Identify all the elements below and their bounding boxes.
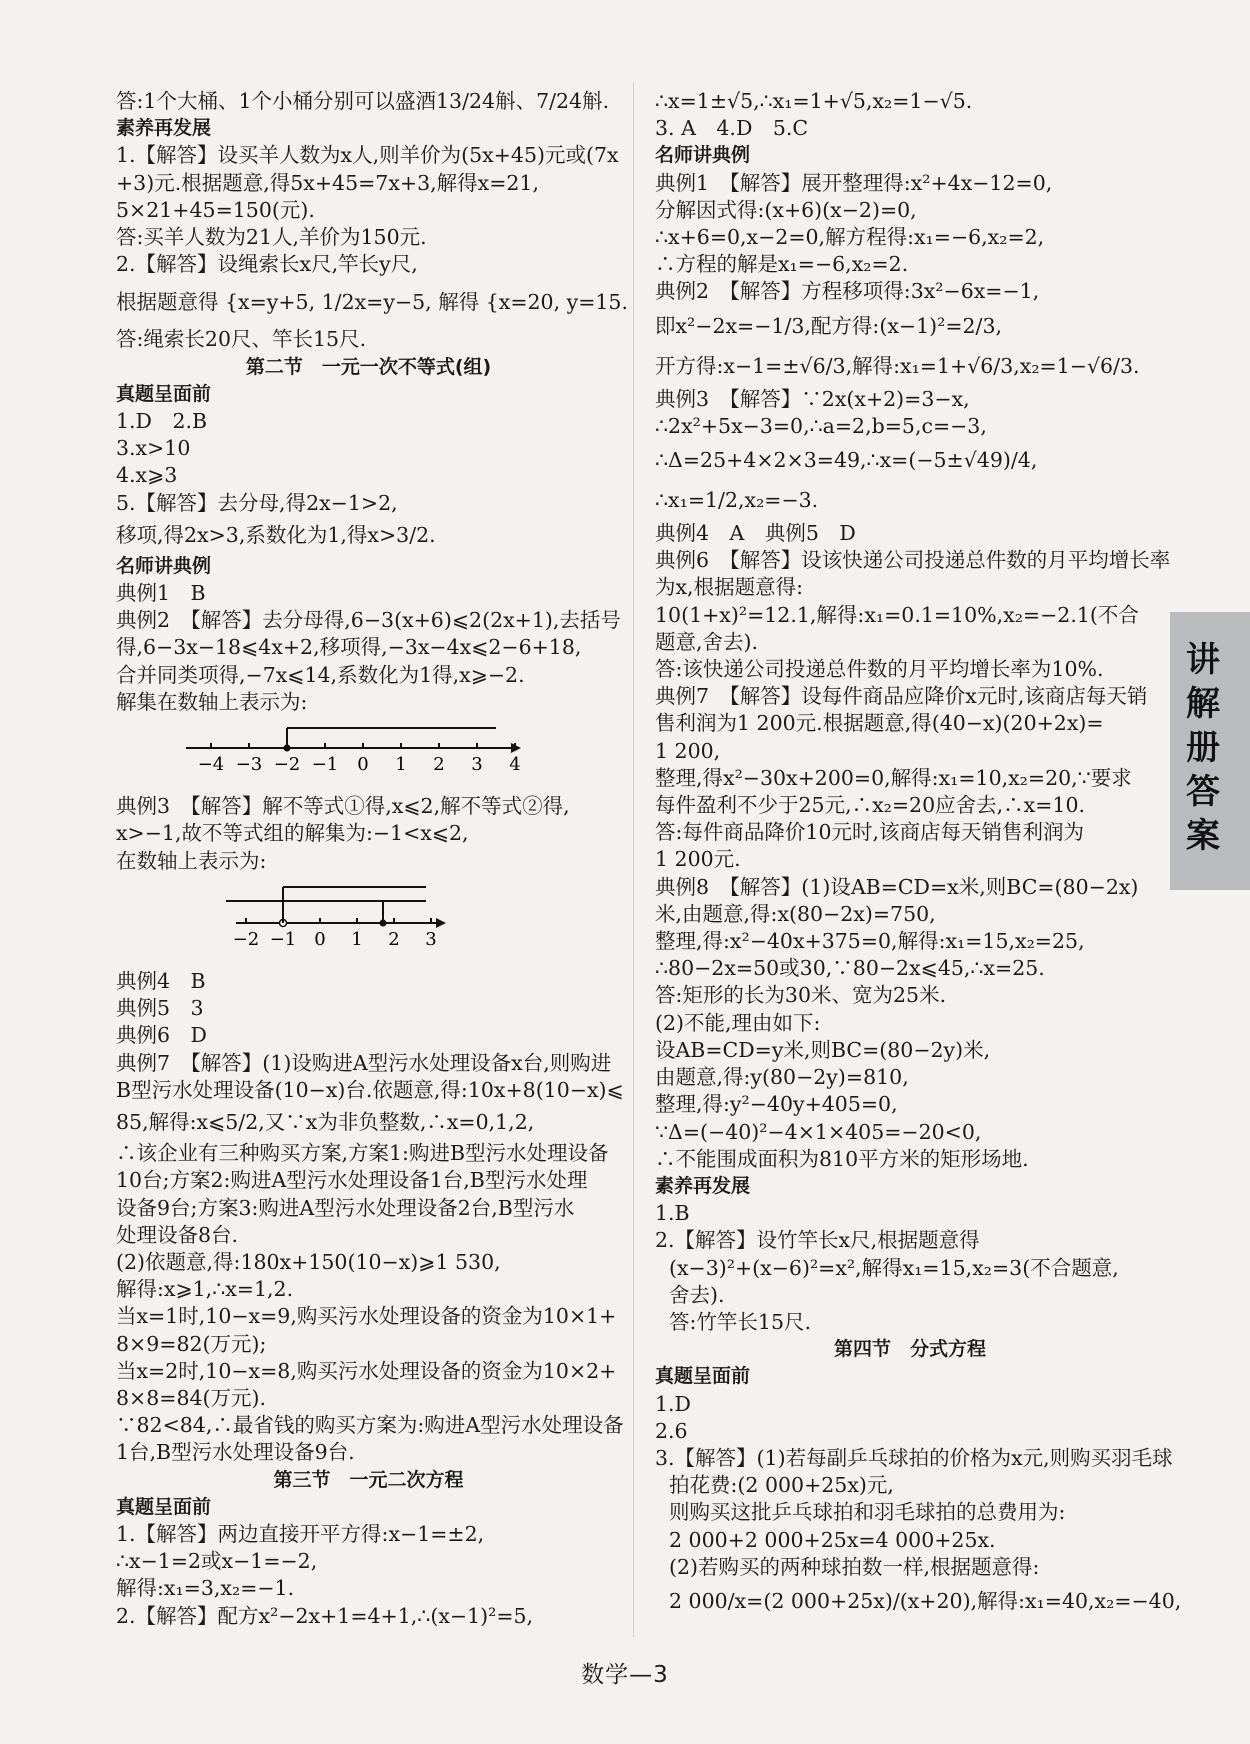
- column-divider: [633, 82, 634, 1637]
- line: 当x=2时,10−x=8,购买污水处理设备的资金为10×2+: [116, 1358, 617, 1383]
- heading-mingshi: 名师讲典例: [655, 144, 751, 167]
- line: 2 000/x=(2 000+25x)/(x+20),解得:x₁=40,x₂=−40,: [669, 1588, 1182, 1613]
- line: 答:该快递公司投递总件数的月平均增长率为10%.: [655, 657, 1104, 682]
- tick-label: −3: [235, 754, 263, 776]
- line: 开方得:x−1=±√6/3,解得:x₁=1+√6/3,x₂=1−√6/3.: [655, 353, 1140, 378]
- line: 设备9台;方案3:购进A型污水处理设备2台,B型污水: [116, 1195, 575, 1220]
- line: 1.D: [655, 1391, 691, 1416]
- line: 典例4 B: [116, 969, 206, 994]
- tick-label: 0: [314, 928, 326, 950]
- line: 3. A 4.D 5.C: [655, 116, 809, 141]
- line: 1.B: [655, 1201, 690, 1226]
- line: 答:矩形的长为30米、宽为25米.: [655, 983, 947, 1008]
- line: 即x²−2x=−1/3,配方得:(x−1)²=2/3,: [655, 313, 1003, 338]
- line: 2.6: [655, 1418, 688, 1443]
- equation-system: 根据题意得 {x=y+5, 1/2x=y−5, 解得 {x=20, y=15.: [116, 290, 628, 315]
- line: 1台,B型污水处理设备9台.: [116, 1440, 355, 1465]
- line: 2 000+2 000+25x=4 000+25x.: [669, 1527, 996, 1552]
- line: 拍花费:(2 000+25x)元,: [669, 1473, 894, 1498]
- line: 典例6 【解答】设该快递公司投递总件数的月平均增长率: [655, 548, 1171, 573]
- line: 典例8 【解答】(1)设AB=CD=x米,则BC=(80−2x): [655, 874, 1139, 899]
- heading-suyang: 素养再发展: [655, 1174, 751, 1197]
- tick-label: 0: [357, 754, 369, 776]
- line: 答:每件商品降价10元时,该商店每天销售利润为: [655, 820, 1085, 845]
- line: 5.【解答】去分母,得2x−1>2,: [116, 490, 398, 515]
- line: 为x,根据题意得:: [655, 575, 803, 600]
- line: 1.【解答】两边直接开平方得:x−1=±2,: [116, 1521, 485, 1546]
- line: 10(1+x)²=12.1,解得:x₁=0.1=10%,x₂=−2.1(不合: [655, 602, 1139, 627]
- line: 则购买这批乒乓球拍和羽毛球拍的总费用为:: [669, 1500, 1066, 1525]
- line: 设AB=CD=y米,则BC=(80−2y)米,: [655, 1037, 991, 1062]
- line: 当x=1时,10−x=9,购买污水处理设备的资金为10×1+: [116, 1304, 617, 1329]
- tick-label: 3: [425, 928, 437, 950]
- line: 得,6−3x−18⩽4x+2,移项得,−3x−4x⩽2−6+18,: [116, 635, 582, 660]
- line: 由题意,得:y(80−2y)=810,: [655, 1065, 909, 1090]
- heading-zhenti: 真题呈面前: [655, 1365, 751, 1388]
- line: ∵82<84,∴最省钱的购买方案为:购进A型污水处理设备: [116, 1413, 624, 1438]
- tick-label: 4: [509, 754, 521, 776]
- line: 答:1个大桶、1个小桶分别可以盛酒13/24斛、7/24斛.: [116, 89, 610, 113]
- line: 典例3 【解答】∵2x(x+2)=3−x,: [655, 386, 970, 411]
- line: (x−3)²+(x−6)²=x²,解得x₁=15,x₂=3(不合题意,: [669, 1255, 1119, 1280]
- line: 5×21+45=150(元).: [116, 197, 315, 222]
- heading-mingshi: 名师讲典例: [116, 554, 212, 577]
- line: 10台;方案2:购进A型污水处理设备1台,B型污水处理: [116, 1168, 588, 1193]
- line: 题意,舍去).: [655, 629, 759, 654]
- line: 解得:x⩾1,∴x=1,2.: [116, 1277, 294, 1302]
- line: 1.【解答】设买羊人数为x人,则羊价为(5x+45)元或(7x: [116, 143, 619, 168]
- line: 典例7 【解答】设每件商品应降价x元时,该商店每天销: [655, 684, 1148, 709]
- tab-char: 讲: [1186, 640, 1220, 680]
- line: 2.【解答】配方x²−2x+1=4+1,∴(x−1)²=5,: [116, 1603, 534, 1628]
- line: (2)不能,理由如下:: [655, 1010, 821, 1035]
- line: ∴方程的解是x₁=−6,x₂=2.: [655, 252, 909, 277]
- left-column: [116, 88, 628, 1630]
- line: ∵Δ=(−40)²−4×1×405=−20<0,: [655, 1119, 982, 1144]
- line: 4.x⩾3: [116, 463, 178, 488]
- section-title: 第二节 一元一次不等式(组): [245, 355, 492, 378]
- line: 典例1 【解答】展开整理得:x²+4x−12=0,: [655, 170, 1053, 195]
- line: 3.【解答】(1)若每副乒乓球拍的价格为x元,则购买羽毛球: [655, 1445, 1173, 1470]
- line: 分解因式得:(x+6)(x−2)=0,: [655, 197, 917, 222]
- tab-char: 册: [1186, 728, 1220, 768]
- line: 移项,得2x>3,系数化为1,得x>3/2.: [116, 522, 436, 547]
- tick-label: 1: [395, 754, 407, 776]
- line: ∴x₁=1/2,x₂=−3.: [655, 488, 819, 513]
- tick-label: −1: [311, 754, 339, 776]
- line: ∴x+6=0,x−2=0,解方程得:x₁=−6,x₂=2,: [655, 225, 1045, 250]
- right-column: [655, 88, 1182, 1621]
- tab-char: 案: [1186, 816, 1220, 856]
- line: 典例2 【解答】去分母得,6−3(x+6)⩽2(2x+1),去括号: [116, 608, 621, 633]
- line: ∴不能围成面积为810平方米的矩形场地.: [655, 1146, 1029, 1171]
- line: 整理,得:x²−40x+375=0,解得:x₁=15,x₂=25,: [655, 929, 1085, 954]
- tick-label: 1: [351, 928, 363, 950]
- line: +3)元.根据题意,得5x+45=7x+3,解得x=21,: [116, 170, 539, 195]
- line: ∴x−1=2或x−1=−2,: [116, 1549, 318, 1574]
- line: 典例6 D: [116, 1023, 207, 1048]
- heading-suyang: 素养再发展: [116, 117, 212, 140]
- line: ∴Δ=25+4×2×3=49,∴x=(−5±√49)/4,: [655, 448, 1038, 473]
- tick-label: −2: [232, 928, 260, 950]
- tick-label: −2: [273, 754, 301, 776]
- page-footer: 数学—3: [581, 1662, 669, 1688]
- line: 典例7 【解答】(1)设购进A型污水处理设备x台,则购进: [116, 1050, 612, 1075]
- line: 典例4 A 典例5 D: [655, 521, 856, 546]
- line: 答:竹竿长15尺.: [669, 1309, 812, 1334]
- line: 1 200元.: [655, 847, 741, 872]
- number-line-2-svg: [226, 881, 456, 955]
- section-title: 第三节 一元二次方程: [273, 1468, 464, 1491]
- line: 答:买羊人数为21人,羊价为150元.: [116, 225, 427, 250]
- heading-zhenti: 真题呈面前: [116, 1495, 212, 1518]
- line: 整理,得x²−30x+200=0,解得:x₁=10,x₂=20,∵要求: [655, 765, 1132, 790]
- line: 解集在数轴上表示为:: [116, 689, 308, 714]
- line: 答:绳索长20尺、竿长15尺.: [116, 327, 367, 352]
- line: 3.x>10: [116, 436, 191, 461]
- line: 每件盈利不少于25元,∴x₂=20应舍去,∴x=10.: [655, 793, 1085, 818]
- line: 合并同类项得,−7x⩽14,系数化为1得,x⩾−2.: [116, 662, 525, 687]
- line: 在数轴上表示为:: [116, 848, 267, 873]
- line: (2)若购买的两种球拍数一样,根据题意得:: [669, 1554, 1040, 1579]
- tab-char: 解: [1186, 684, 1220, 724]
- tab-char: 答: [1186, 772, 1220, 812]
- number-line-1-svg: [186, 722, 526, 780]
- line: 1.D 2.B: [116, 409, 208, 434]
- line: (2)依题意,得:180x+150(10−x)⩾1 530,: [116, 1249, 501, 1274]
- tick-label: 3: [471, 754, 483, 776]
- line: ∴2x²+5x−3=0,∴a=2,b=5,c=−3,: [655, 413, 987, 438]
- line: 1 200,: [655, 738, 721, 763]
- tick-label: −1: [269, 928, 297, 950]
- line: 2.【解答】设竹竿长x尺,根据题意得: [655, 1228, 980, 1253]
- line: 典例1 B: [116, 581, 206, 606]
- line: 售利润为1 200元.根据题意,得(40−x)(20+2x)=: [655, 711, 1104, 736]
- line: x>−1,故不等式组的解集为:−1<x⩽2,: [116, 821, 469, 846]
- line: 典例2 【解答】方程移项得:3x²−6x=−1,: [655, 279, 1040, 304]
- line: ∴80−2x=50或30,∵80−2x⩽45,∴x=25.: [655, 956, 1045, 981]
- section-title: 第四节 分式方程: [833, 1338, 986, 1361]
- line: 米,由题意,得:x(80−2x)=750,: [655, 901, 936, 926]
- line: 8×9=82(万元);: [116, 1331, 267, 1356]
- line: 2.【解答】设绳索长x尺,竿长y尺,: [116, 252, 418, 277]
- number-line-2: [226, 881, 621, 962]
- line: 处理设备8台.: [116, 1222, 239, 1247]
- side-tab-label: [1183, 638, 1223, 858]
- line: ∴x=1±√5,∴x₁=1+√5,x₂=1−√5.: [655, 89, 973, 113]
- line: 8×8=84(万元).: [116, 1385, 267, 1410]
- heading-zhenti: 真题呈面前: [116, 382, 212, 405]
- line: B型污水处理设备(10−x)台.依题意,得:10x+8(10−x)⩽: [116, 1077, 624, 1102]
- line: 85,解得:x⩽5/2,又∵x为非负整数,∴x=0,1,2,: [116, 1110, 535, 1135]
- line: 舍去).: [669, 1282, 725, 1307]
- tick-label: 2: [388, 928, 400, 950]
- line: 整理,得:y²−40y+405=0,: [655, 1092, 898, 1117]
- line: ∴该企业有三种购买方案,方案1:购进B型污水处理设备: [116, 1141, 609, 1166]
- line: 典例5 3: [116, 996, 204, 1021]
- line: 典例3 【解答】解不等式①得,x⩽2,解不等式②得,: [116, 794, 570, 819]
- tick-label: −4: [197, 754, 225, 776]
- line: 解得:x₁=3,x₂=−1.: [116, 1576, 295, 1601]
- number-line-1: [186, 722, 621, 787]
- tick-label: 2: [433, 754, 445, 776]
